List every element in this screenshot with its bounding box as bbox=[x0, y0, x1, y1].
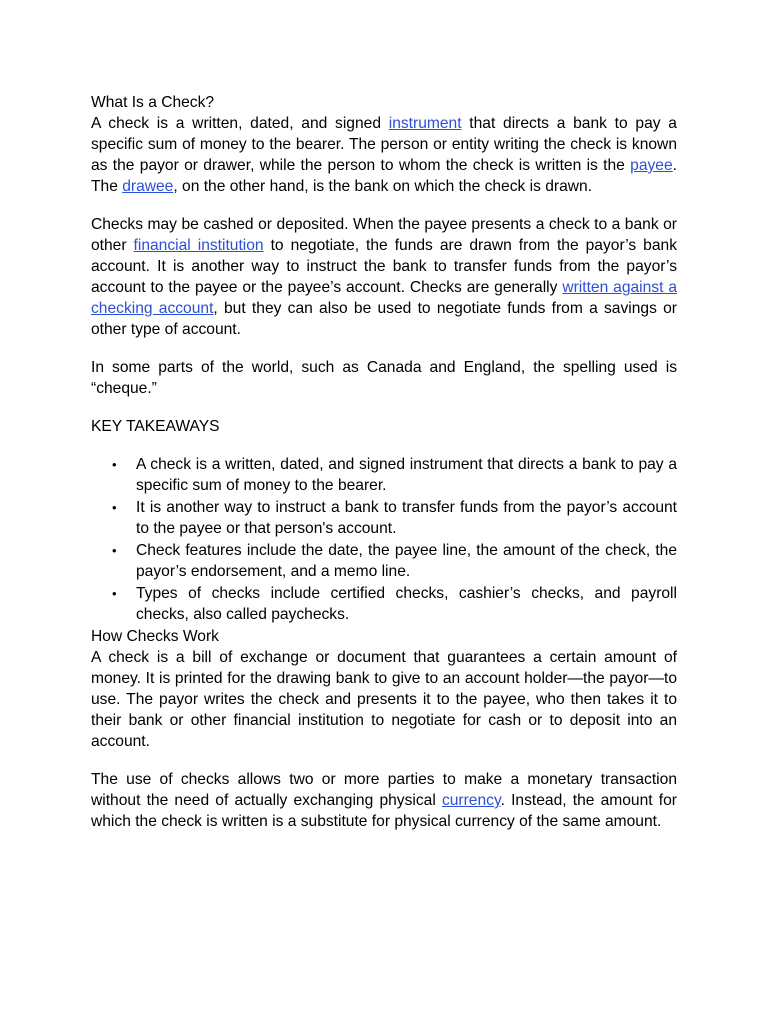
paragraph-text: The use of checks allows two or more parties to make a monetary transaction without the need of actually exchanging physical bbox=[91, 771, 677, 809]
cheque-spelling-paragraph: In some parts of the world, such as Canada and England, the spelling used is “cheque.” bbox=[91, 359, 677, 397]
bullet-icon: • bbox=[112, 586, 117, 601]
takeaway-text: Types of checks include certified checks, cashier’s checks, and payroll checks, also called paychecks. bbox=[136, 585, 677, 623]
currency-paragraph bbox=[91, 769, 677, 832]
paragraph-text: . Instead, the amount for which the check is written is a substitute for physical currency of the same amount. bbox=[91, 792, 677, 830]
inline-link-financial-institution[interactable]: financial institution bbox=[133, 237, 264, 254]
how-checks-work-heading: How Checks Work bbox=[91, 628, 219, 645]
takeaway-item bbox=[91, 497, 677, 539]
inline-link-currency[interactable]: currency bbox=[441, 792, 501, 809]
how-checks-work-paragraph: A check is a bill of exchange or document that guarantees a certain amount of money. It is printed for the drawing bank to give to an account holder—the payor—to use. The payor writes the check and presents it to the payee, who then takes it to their bank or other financial institution to negotiate for cash or to deposit into an account. bbox=[91, 649, 677, 750]
bullet-icon: • bbox=[112, 543, 117, 558]
document-page bbox=[91, 92, 677, 849]
paragraph-text: , but they can also be used to negotiate funds from a savings or other type of account. bbox=[91, 300, 677, 338]
takeaway-item bbox=[91, 583, 677, 625]
paragraph-text: . The bbox=[91, 157, 677, 195]
intro-paragraph bbox=[91, 113, 677, 197]
inline-link-instrument[interactable]: instrument bbox=[388, 115, 462, 132]
key-takeaways-list bbox=[91, 454, 677, 625]
document-title: What Is a Check? bbox=[91, 94, 215, 111]
paragraph-text: A check is a written, dated, and signed bbox=[91, 115, 389, 132]
key-takeaways-heading: KEY TAKEAWAYS bbox=[91, 418, 220, 435]
takeaway-item bbox=[91, 540, 677, 582]
bullet-icon: • bbox=[112, 457, 117, 472]
paragraph-text: Checks may be cashed or deposited. When the payee presents a check to a bank or other bbox=[91, 216, 677, 254]
inline-link-payee[interactable]: payee bbox=[630, 157, 673, 174]
takeaway-text: Check features include the date, the payee line, the amount of the check, the payor’s endorsement, and a memo line. bbox=[136, 542, 677, 580]
takeaway-item bbox=[91, 454, 677, 496]
inline-link-drawee[interactable]: drawee bbox=[122, 178, 174, 195]
paragraph-text: , on the other hand, is the bank on which the check is drawn. bbox=[173, 178, 593, 195]
takeaway-text: A check is a written, dated, and signed instrument that directs a bank to pay a specific sum of money to the bearer. bbox=[136, 456, 677, 494]
bullet-icon: • bbox=[112, 500, 117, 515]
paragraph-text: that directs a bank to pay a specific sum of money to the bearer. The person or entity writing the check is known as the payor or drawer, while the person to whom the check is written is the bbox=[91, 115, 677, 174]
inline-link-written-against-a-checking-account[interactable]: written against a checking account bbox=[91, 279, 677, 317]
cashing-paragraph bbox=[91, 214, 677, 340]
takeaway-text: It is another way to instruct a bank to transfer funds from the payor’s account to the payee or that person's account. bbox=[136, 499, 677, 537]
paragraph-text: to negotiate, the funds are drawn from the payor’s bank account. It is another way to instruct the bank to transfer funds from the payor’s account to the payee or the payee’s account. Checks are generally bbox=[91, 237, 677, 296]
